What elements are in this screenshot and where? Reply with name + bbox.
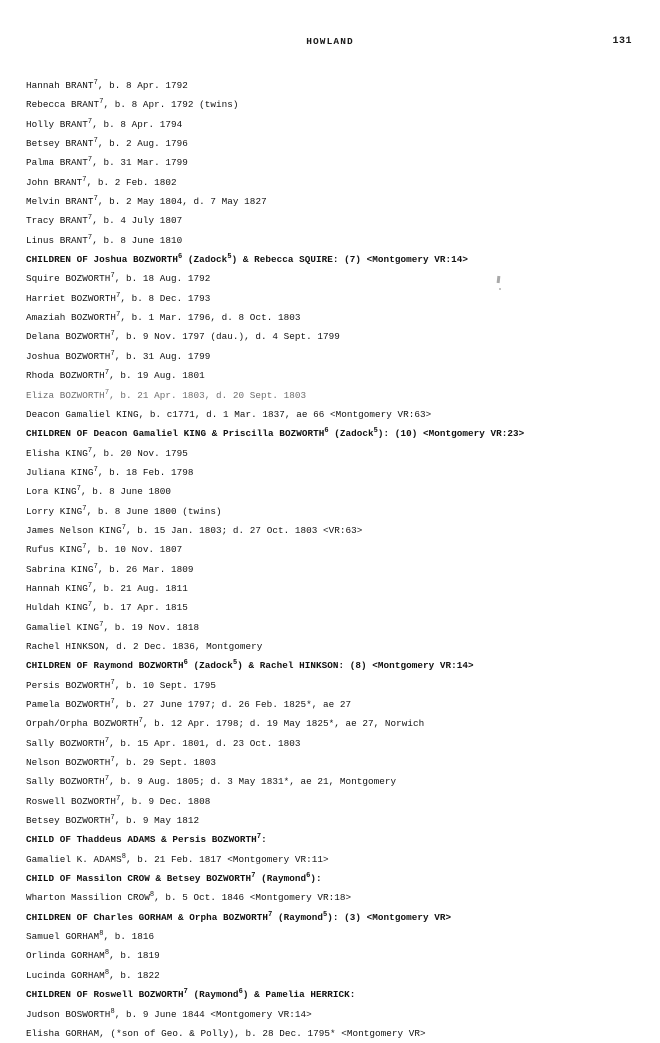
entry-line: Holly BRANT$^7$, b. 8 Apr. 1794	[26, 117, 183, 130]
entry-line: Lucinda GORHAM$^8$, b. 1822	[26, 968, 160, 981]
entry-line: Elisha GORHAM, (*son of Geo. & Polly), b. 28 Dec. 1795* <Montgomery VR>	[26, 1027, 426, 1039]
entry-heading-line: CHILDREN OF Joshua BOZWORTH$^6$ (Zadock$^5$) & Rebecca SQUIRE: (7) <Montgomery VR:14>	[26, 253, 468, 266]
entry-line: Wharton Massilion CROW$^8$, b. 5 Oct. 1846 <Montgomery VR:18>	[26, 891, 352, 904]
entry-line: Orlinda GORHAM$^8$, b. 1819	[26, 949, 160, 962]
entry-line: Palma BRANT$^7$, b. 31 Mar. 1799	[26, 156, 188, 169]
entry-line: Rachel HINKSON, d. 2 Dec. 1836, Montgomery	[26, 640, 263, 652]
entry-line: Delana BOZWORTH$^7$, b. 9 Nov. 1797 (dau.), d. 4 Sept. 1799	[26, 330, 340, 343]
entry-line: Pamela BOZWORTH$^7$, b. 27 June 1797; d. 26 Feb. 1825*, ae 27	[26, 697, 352, 710]
entry-line: Samuel GORHAM$^8$, b. 1816	[26, 930, 155, 943]
entry-line: Hannah KING$^7$, b. 21 Aug. 1811	[26, 581, 188, 594]
entry-line: Amaziah BOZWORTH$^7$, b. 1 Mar. 1796, d. 8 Oct. 1803	[26, 311, 301, 324]
entry-line: Hannah BRANT$^7$, b. 8 Apr. 1792	[26, 78, 188, 91]
entry-line: John BRANT$^7$, b. 2 Feb. 1802	[26, 175, 177, 188]
entry-line: Harriet BOZWORTH$^7$, b. 8 Dec. 1793	[26, 291, 211, 304]
entry-line: Rufus KING$^7$, b. 10 Nov. 1807	[26, 543, 183, 556]
entry-heading-line: CHILD OF Thaddeus ADAMS & Persis BOZWORTH$^7$:	[26, 833, 267, 846]
entry-line: Nelson BOZWORTH$^7$, b. 29 Sept. 1803	[26, 755, 217, 769]
entry-line: Gamaliel K. ADAMS$^8$, b. 21 Feb. 1817 <Montgomery VR:11>	[26, 852, 329, 865]
entry-line: Betsey BOZWORTH$^7$, b. 9 May 1812	[26, 813, 200, 827]
entry-heading-line: CHILDREN OF Raymond BOZWORTH$^6$ (Zadock$^5$) & Rachel HINKSON: (8) <Montgomery VR:14>	[26, 659, 474, 672]
entry-line: Sally BOZWORTH$^7$, b. 9 Aug. 1805; d. 3 May 1831*, ae 21, Montgomery	[26, 775, 397, 788]
entry-heading-line: CHILDREN OF Roswell BOZWORTH$^7$ (Raymond$^6$) & Pamelia HERRICK:	[26, 988, 356, 1001]
entry-line: Joshua BOZWORTH$^7$, b. 31 Aug. 1799	[26, 349, 211, 362]
entry-line: Rhoda BOZWORTH$^7$, b. 19 Aug. 1801	[26, 369, 205, 382]
entry-line: Sabrina KING$^7$, b. 26 Mar. 1809	[26, 562, 194, 575]
document-body	[26, 76, 642, 1043]
entry-line: Huldah KING$^7$, b. 17 Apr. 1815	[26, 601, 188, 614]
page-speck-artifact-2	[499, 288, 501, 290]
entry-line: Roswell BOZWORTH$^7$, b. 9 Dec. 1808	[26, 794, 211, 807]
entry-line: Persis BOZWORTH$^7$, b. 10 Sept. 1795	[26, 678, 217, 691]
entry-line: Orpah/Orpha BOZWORTH$^7$, b. 12 Apr. 1798; d. 19 May 1825*, ae 27, Norwich	[26, 717, 425, 730]
entry-line: Deacon Gamaliel KING, b. c1771, d. 1 Mar. 1837, ae 66 <Montgomery VR:63>	[26, 408, 432, 420]
entry-heading-line: CHILD OF Massilon CROW & Betsey BOZWORTH$^7$ (Raymond$^6$):	[26, 872, 322, 885]
entry-heading-line: CHILDREN OF Charles GORHAM & Orpha BOZWORTH$^7$ (Raymond$^5$): (3) <Montgomery VR>	[26, 910, 452, 923]
entry-line: Tracy BRANT$^7$, b. 4 July 1807	[26, 214, 183, 227]
entry-line: Linus BRANT$^7$, b. 8 June 1810	[26, 233, 183, 246]
page-number: 131	[612, 36, 632, 47]
entry-heading-line: CHILDREN OF Deacon Gamaliel KING & Priscilla BOZWORTH$^6$ (Zadock$^5$): (10) <Montgomery VR:23>	[26, 427, 525, 440]
entry-line: Betsey BRANT$^7$, b. 2 Aug. 1796	[26, 136, 188, 150]
page-header	[0, 36, 660, 52]
entry-line: Sally BOZWORTH$^7$, b. 15 Apr. 1801, d. 23 Oct. 1803	[26, 736, 301, 749]
entry-line: Gamaliel KING$^7$, b. 19 Nov. 1818	[26, 620, 200, 633]
entry-line: Squire BOZWORTH$^7$, b. 18 Aug. 1792	[26, 272, 211, 285]
entry-line: Eliza BOZWORTH$^7$, b. 21 Apr. 1803, d. 20 Sept. 1803	[26, 388, 307, 401]
running-head-title: HOWLAND	[306, 36, 354, 47]
entry-line: Melvin BRANT$^7$, b. 2 May 1804, d. 7 May 1827	[26, 194, 267, 208]
entry-line: Elisha KING$^7$, b. 20 Nov. 1795	[26, 446, 188, 459]
entry-line: Rebecca BRANT$^7$, b. 8 Apr. 1792 (twins)	[26, 98, 239, 111]
entry-line: Judson BOSWORTH$^8$, b. 9 June 1844 <Montgomery VR:14>	[26, 1007, 312, 1020]
entry-line: Lora KING$^7$, b. 8 June 1800	[26, 485, 172, 498]
entry-line: Juliana KING$^7$, b. 18 Feb. 1798	[26, 465, 194, 478]
entry-line: Lorry KING$^7$, b. 8 June 1800 (twins)	[26, 504, 222, 517]
entry-line: James Nelson KING$^7$, b. 15 Jan. 1803; d. 27 Oct. 1803 <VR:63>	[26, 523, 363, 536]
